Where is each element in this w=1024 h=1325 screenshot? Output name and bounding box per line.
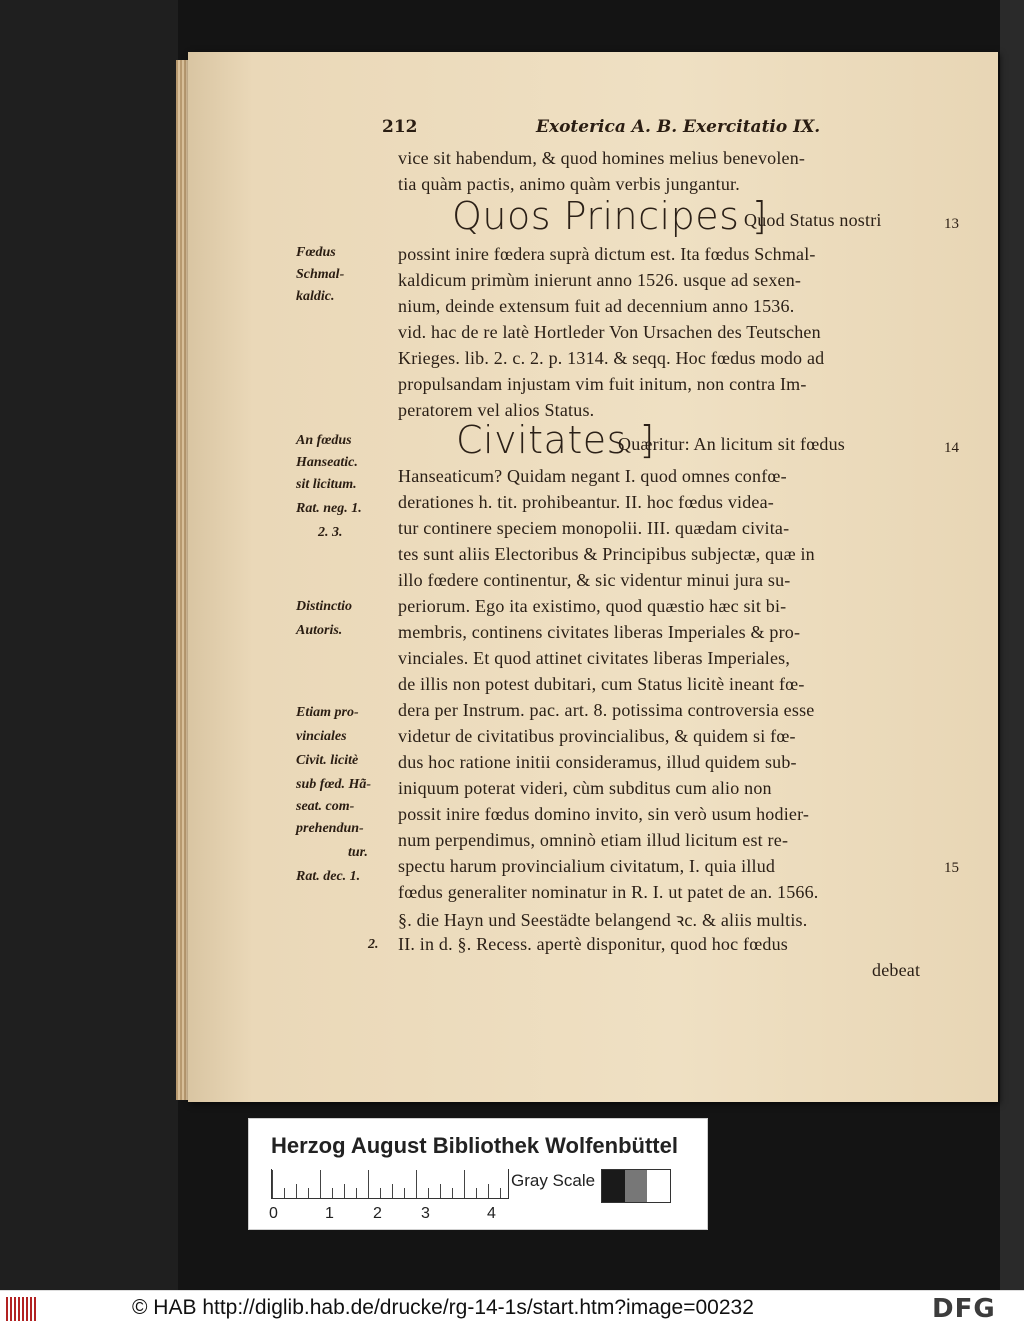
- running-title: Exoterica A. B. Exercitatio IX.: [536, 117, 821, 137]
- margin-note: Rat. neg. 1.: [296, 501, 362, 516]
- ruler-number: 2: [373, 1205, 382, 1222]
- headword-quos-principes: Quos Principes ]: [452, 194, 768, 238]
- text-line: periorum. Ego ita existimo, quod quæstio hæc sit bi-: [398, 596, 787, 616]
- margin-note: Fœdus: [296, 245, 336, 260]
- ruler-number: 0: [269, 1205, 278, 1222]
- text-line: Quæritur: An licitum sit fœdus: [618, 434, 846, 454]
- ruler-number: 3: [421, 1205, 430, 1222]
- gray-scale-label: Gray Scale: [511, 1171, 596, 1190]
- library-color-card: [248, 1118, 708, 1230]
- ruler-tick: [428, 1188, 429, 1198]
- margin-note: Autoris.: [296, 623, 343, 638]
- gray-swatch-black: [602, 1170, 625, 1202]
- ruler-tick: [476, 1188, 477, 1198]
- dfg-logo[interactable]: DFG: [932, 1294, 996, 1324]
- headword-civitates: Civitates ]: [456, 418, 655, 462]
- text-line: fœdus generaliter nominatur in R. I. ut patet de an. 1566.: [398, 882, 819, 902]
- ruler-numbers: [269, 1205, 529, 1225]
- ruler-tick: [356, 1188, 357, 1198]
- ruler-tick: [440, 1184, 441, 1198]
- ruler-tick: [452, 1188, 453, 1198]
- text-line: tia quàm pactis, animo quàm verbis jungantur.: [398, 174, 740, 194]
- text-line: II. in d. §. Recess. apertè disponitur, quod hoc fœdus: [398, 934, 789, 954]
- text-line: propulsandam injustam vim fuit initum, non contra Im-: [398, 374, 807, 394]
- text-line: dus hoc ratione initii consideramus, illud quidem sub-: [398, 752, 797, 772]
- margin-note: An fœdus: [296, 433, 352, 448]
- copyright-link[interactable]: © HAB http://diglib.hab.de/drucke/rg-14-1s/start.htm?image=00232: [132, 1296, 754, 1319]
- margin-note: Hanseatic.: [296, 455, 358, 470]
- marginal-number: 15: [944, 860, 959, 876]
- margin-note: Schmal-: [296, 267, 345, 282]
- library-name: Herzog August Bibliothek Wolfenbüttel: [271, 1133, 678, 1158]
- ruler-tick: [284, 1188, 285, 1198]
- margin-note: kaldic.: [296, 289, 335, 304]
- margin-note: sit licitum.: [296, 477, 357, 492]
- text-line: de illis non potest dubitari, cum Status licitè ineant fœ-: [398, 674, 805, 694]
- margin-note: tur.: [348, 845, 368, 860]
- ruler-tick: [308, 1188, 309, 1198]
- gray-swatch-white: [647, 1170, 670, 1202]
- text-line: vinciales. Et quod attinet civitates liberas Imperiales,: [398, 648, 791, 668]
- ruler-number: 1: [325, 1205, 334, 1222]
- scan-left-shadow: [0, 0, 178, 1290]
- marginal-number: 13: [944, 216, 959, 232]
- ruler-tick: [404, 1188, 405, 1198]
- text-line: dera per Instrum. pac. art. 8. potissima controversia esse: [398, 700, 815, 720]
- measurement-ruler: [271, 1169, 509, 1199]
- margin-note: Etiam pro-: [296, 705, 359, 720]
- ruler-tick: [500, 1188, 501, 1198]
- margin-note: seat. com-: [296, 799, 355, 814]
- running-head: [0, 117, 1024, 141]
- text-line: vid. hac de re latè Hortleder Von Ursachen des Teutschen: [398, 322, 821, 342]
- margin-note: 2. 3.: [318, 525, 343, 540]
- ruler-tick: [416, 1170, 417, 1198]
- ruler-tick: [380, 1188, 381, 1198]
- text-line: videtur de civitatibus provincialibus, & quidem si fœ-: [398, 726, 796, 746]
- margin-note: Distinctio: [296, 599, 353, 614]
- text-line: Quod Status nostri: [744, 210, 882, 230]
- catchword: debeat: [872, 960, 921, 980]
- text-line: tes sunt aliis Electoribus & Principibus subjectæ, quæ in: [398, 544, 815, 564]
- text-line: nium, deinde extensum fuit ad decennium anno 1536.: [398, 296, 795, 316]
- text-line: illo fœdere continentur, & sic videntur minui jura su-: [398, 570, 791, 590]
- ruler-tick: [332, 1188, 333, 1198]
- text-line: §. die Hayn und Seestädte belangend ꝛc. & aliis multis.: [398, 910, 808, 930]
- text-line: Krieges. lib. 2. c. 2. p. 1314. & seqq. Hoc fœdus modo ad: [398, 348, 825, 368]
- text-line: tur continere speciem monopolii. III. quædam civita-: [398, 518, 790, 538]
- ruler-tick: [344, 1184, 345, 1198]
- margin-note: prehendun-: [296, 821, 364, 836]
- text-line: possint inire fœdera suprà dictum est. Ita fœdus Schmal-: [398, 244, 816, 264]
- ruler-tick: [368, 1170, 369, 1198]
- ruler-tick: [272, 1170, 273, 1198]
- ruler-tick: [320, 1170, 321, 1198]
- viewer-footer: [0, 1290, 1024, 1325]
- scan-right-edge: [1000, 0, 1024, 1290]
- text-line: Hanseaticum? Quidam negant I. quod omnes confœ-: [398, 466, 787, 486]
- text-line: iniquum poterat videri, cùm subditus cum alio non: [398, 778, 772, 798]
- text-line: spectu harum provincialium civitatum, I. quia illud: [398, 856, 776, 876]
- gray-swatch-mid: [625, 1170, 648, 1202]
- margin-note: vinciales: [296, 729, 347, 744]
- ruler-tick: [464, 1170, 465, 1198]
- ruler-number: 4: [487, 1205, 496, 1222]
- margin-note: 2.: [368, 937, 379, 952]
- text-line: kaldicum primùm inierunt anno 1526. usque ad sexen-: [398, 270, 802, 290]
- margin-note: Civit. licitè: [296, 753, 359, 768]
- text-line: membris, continens civitates liberas Imperiales & pro-: [398, 622, 801, 642]
- gray-scale-swatches: [601, 1169, 671, 1203]
- ruler-tick: [392, 1184, 393, 1198]
- text-line: peratorem vel alios Status.: [398, 400, 595, 420]
- text-line: num perpendimus, omninò etiam illud licitum est re-: [398, 830, 789, 850]
- margin-note: sub fœd. Hã-: [296, 777, 372, 792]
- marginal-number: 14: [944, 440, 959, 456]
- ruler-tick: [488, 1184, 489, 1198]
- text-line: derationes h. tit. prohibeantur. II. hoc fœdus videa-: [398, 492, 774, 512]
- hab-logo-icon[interactable]: [6, 1297, 38, 1321]
- text-line: vice sit habendum, & quod homines melius benevolen-: [398, 148, 806, 168]
- ruler-tick: [296, 1184, 297, 1198]
- text-line: possit inire fœdus domino invito, sin verò usum hodier-: [398, 804, 810, 824]
- page-number: 212: [382, 117, 418, 137]
- margin-note: Rat. dec. 1.: [296, 869, 361, 884]
